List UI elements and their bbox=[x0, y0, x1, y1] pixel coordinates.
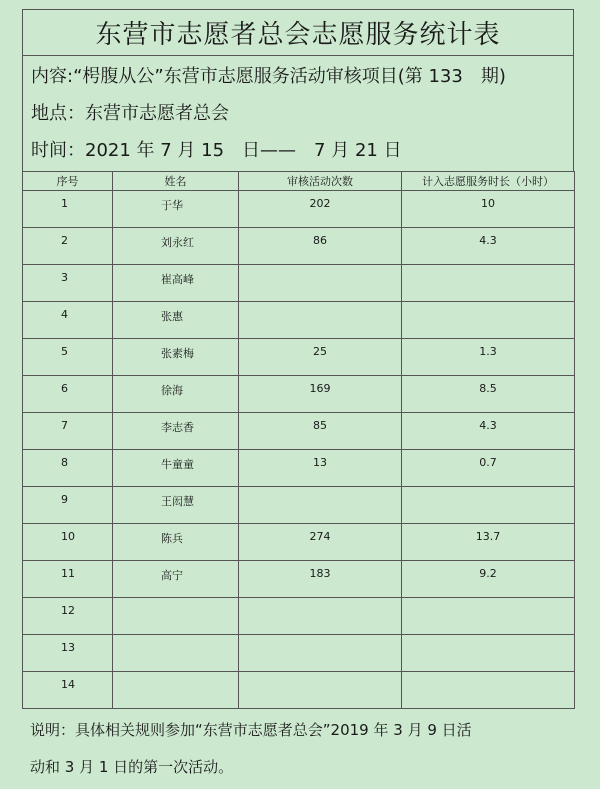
cell-hours-text: 10 bbox=[481, 197, 495, 210]
cell-count-text bbox=[239, 598, 401, 604]
cell-name bbox=[113, 376, 239, 413]
column-header-hours: 计入志愿服务时长（小时） bbox=[402, 172, 575, 191]
cell-index-text: 14 bbox=[61, 678, 75, 691]
cell-index-text: 10 bbox=[61, 530, 75, 543]
cell-index-text: 2 bbox=[61, 234, 68, 247]
table-row bbox=[23, 191, 575, 228]
cell-hours bbox=[402, 598, 575, 635]
cell-hours-text bbox=[402, 635, 574, 641]
cell-count bbox=[239, 561, 402, 598]
cell-name-text: 高宁 bbox=[161, 569, 183, 582]
cell-count bbox=[239, 598, 402, 635]
cell-index bbox=[23, 413, 113, 450]
cell-name bbox=[113, 635, 239, 672]
cell-name bbox=[113, 413, 239, 450]
cell-index bbox=[23, 191, 113, 228]
table-row bbox=[23, 339, 575, 376]
cell-count bbox=[239, 376, 402, 413]
cell-name bbox=[113, 450, 239, 487]
cell-name-text bbox=[113, 598, 238, 604]
table-row bbox=[23, 561, 575, 598]
cell-count bbox=[239, 672, 402, 709]
cell-index-text: 8 bbox=[61, 456, 68, 469]
cell-index-text: 3 bbox=[61, 271, 68, 284]
cell-hours bbox=[402, 302, 575, 339]
cell-index-text: 11 bbox=[61, 567, 75, 580]
cell-index bbox=[23, 450, 113, 487]
cell-hours-text bbox=[402, 302, 574, 308]
cell-name bbox=[113, 228, 239, 265]
stats-sheet bbox=[22, 9, 574, 709]
cell-hours bbox=[402, 561, 575, 598]
cell-count-text: 183 bbox=[309, 567, 331, 580]
cell-name-text: 于华 bbox=[161, 199, 183, 212]
column-header-index: 序号 bbox=[23, 172, 113, 191]
cell-hours-text: 1.3 bbox=[479, 345, 497, 358]
cell-hours-text: 9.2 bbox=[479, 567, 497, 580]
cell-index-text: 9 bbox=[61, 493, 68, 506]
cell-hours-text bbox=[402, 672, 574, 678]
cell-count bbox=[239, 302, 402, 339]
cell-count-text: 85 bbox=[313, 419, 327, 432]
cell-count-text bbox=[239, 265, 401, 271]
cell-count bbox=[239, 228, 402, 265]
note-line-2: 动和 3 月 1 日的第一次活动。 bbox=[30, 758, 234, 776]
cell-count bbox=[239, 524, 402, 561]
cell-count-text bbox=[239, 672, 401, 678]
table-row bbox=[23, 524, 575, 561]
cell-name-text: 刘永红 bbox=[161, 236, 194, 249]
cell-hours-text: 4.3 bbox=[479, 234, 497, 247]
cell-name bbox=[113, 672, 239, 709]
cell-name-text: 牛童童 bbox=[161, 458, 194, 471]
cell-count-text: 274 bbox=[309, 530, 331, 543]
cell-count bbox=[239, 191, 402, 228]
table-row bbox=[23, 635, 575, 672]
note-line-1: 说明：具体相关规则参加“东营市志愿者总会”2019 年 3 月 9 日活 bbox=[30, 721, 472, 739]
cell-count-text: 86 bbox=[313, 234, 327, 247]
cell-count bbox=[239, 487, 402, 524]
cell-hours bbox=[402, 450, 575, 487]
cell-count-text: 25 bbox=[313, 345, 327, 358]
cell-name-text: 王闳慧 bbox=[161, 495, 194, 508]
cell-index bbox=[23, 487, 113, 524]
cell-index-text: 4 bbox=[61, 308, 68, 321]
cell-name-text: 李志香 bbox=[161, 421, 194, 434]
cell-hours-text: 0.7 bbox=[479, 456, 497, 469]
table-header-row bbox=[23, 172, 575, 191]
cell-count-text bbox=[239, 487, 401, 493]
cell-index-text: 1 bbox=[61, 197, 68, 210]
cell-hours bbox=[402, 376, 575, 413]
cell-hours bbox=[402, 524, 575, 561]
table-row bbox=[23, 413, 575, 450]
cell-count-text bbox=[239, 302, 401, 308]
cell-hours-text: 4.3 bbox=[479, 419, 497, 432]
column-header-count: 审核活动次数 bbox=[239, 172, 402, 191]
cell-name bbox=[113, 302, 239, 339]
table-row bbox=[23, 265, 575, 302]
cell-index-text: 6 bbox=[61, 382, 68, 395]
footer-note bbox=[30, 712, 580, 786]
info-block bbox=[22, 55, 574, 171]
cell-hours bbox=[402, 191, 575, 228]
cell-name-text: 陈兵 bbox=[161, 532, 183, 545]
table-row bbox=[23, 302, 575, 339]
table-row bbox=[23, 487, 575, 524]
cell-count bbox=[239, 413, 402, 450]
cell-index bbox=[23, 228, 113, 265]
cell-name-text: 张素梅 bbox=[161, 347, 194, 360]
cell-name bbox=[113, 561, 239, 598]
time-line: 时间：2021 年 7 月 15 日—— 7 月 21 日 bbox=[31, 140, 402, 161]
page-title: 东营市志愿者总会志愿服务统计表 bbox=[22, 9, 574, 55]
cell-index-text: 7 bbox=[61, 419, 68, 432]
cell-count bbox=[239, 450, 402, 487]
cell-hours-text bbox=[402, 487, 574, 493]
table-row bbox=[23, 376, 575, 413]
table-row bbox=[23, 450, 575, 487]
cell-hours bbox=[402, 413, 575, 450]
cell-index bbox=[23, 524, 113, 561]
cell-count bbox=[239, 339, 402, 376]
cell-count bbox=[239, 635, 402, 672]
cell-hours bbox=[402, 228, 575, 265]
column-header-name: 姓名 bbox=[113, 172, 239, 191]
cell-name bbox=[113, 524, 239, 561]
cell-hours-text bbox=[402, 265, 574, 271]
cell-index bbox=[23, 672, 113, 709]
cell-count-text: 202 bbox=[309, 197, 331, 210]
cell-hours-text: 8.5 bbox=[479, 382, 497, 395]
cell-name-text bbox=[113, 672, 238, 678]
cell-hours-text: 13.7 bbox=[475, 530, 501, 543]
cell-name-text: 崔高峰 bbox=[161, 273, 194, 286]
cell-name bbox=[113, 598, 239, 635]
cell-count bbox=[239, 265, 402, 302]
table-row bbox=[23, 598, 575, 635]
cell-hours bbox=[402, 265, 575, 302]
cell-hours bbox=[402, 339, 575, 376]
content-line: 内容:“枵腹从公”东营市志愿服务活动审核项目(第 133 期) bbox=[31, 66, 506, 87]
cell-index bbox=[23, 635, 113, 672]
cell-name bbox=[113, 339, 239, 376]
cell-index bbox=[23, 598, 113, 635]
cell-index bbox=[23, 265, 113, 302]
cell-name bbox=[113, 191, 239, 228]
cell-name-text bbox=[113, 635, 238, 641]
cell-index bbox=[23, 376, 113, 413]
cell-hours-text bbox=[402, 598, 574, 604]
cell-count-text: 169 bbox=[309, 382, 331, 395]
cell-name-text: 张惠 bbox=[161, 310, 183, 323]
stats-table bbox=[22, 171, 575, 709]
table-row bbox=[23, 228, 575, 265]
cell-index bbox=[23, 339, 113, 376]
cell-hours bbox=[402, 672, 575, 709]
cell-name bbox=[113, 265, 239, 302]
cell-index-text: 13 bbox=[61, 641, 75, 654]
cell-index bbox=[23, 561, 113, 598]
cell-name-text: 徐海 bbox=[161, 384, 183, 397]
cell-hours bbox=[402, 487, 575, 524]
cell-index bbox=[23, 302, 113, 339]
cell-index-text: 5 bbox=[61, 345, 68, 358]
cell-count-text bbox=[239, 635, 401, 641]
cell-hours bbox=[402, 635, 575, 672]
cell-name bbox=[113, 487, 239, 524]
cell-index-text: 12 bbox=[61, 604, 75, 617]
table-row bbox=[23, 672, 575, 709]
cell-count-text: 13 bbox=[313, 456, 327, 469]
location-line: 地点：东营市志愿者总会 bbox=[31, 103, 229, 124]
